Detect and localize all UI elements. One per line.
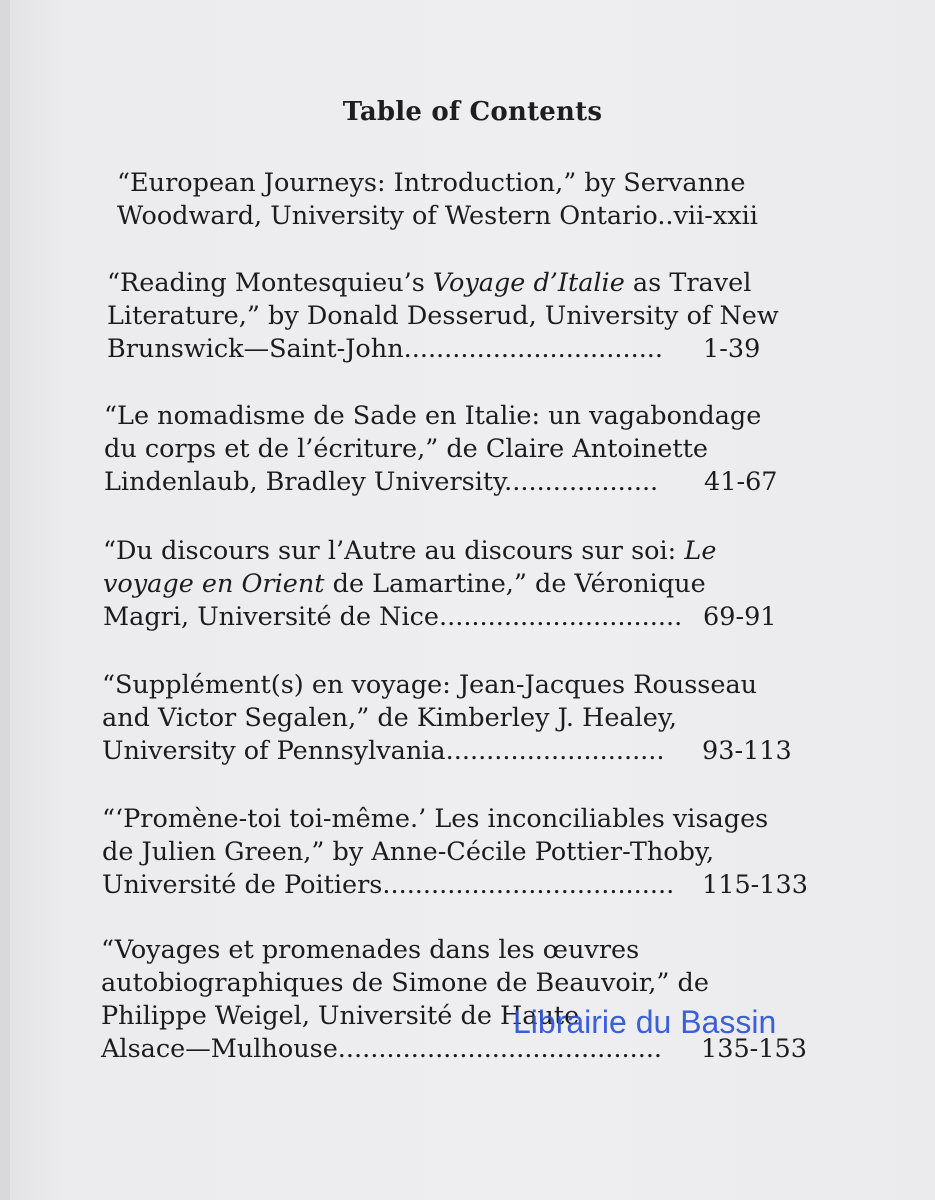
toc-entry-2-line-2: Literature,” by Donald Desserud, University of New: [107, 301, 779, 331]
toc-entry-3: [104, 400, 824, 499]
toc-entry-2-author: Brunswick—Saint-John: [107, 334, 404, 364]
toc-entry-4-line-2: [103, 568, 823, 601]
toc-entry-6-author: Université de Poitiers: [102, 870, 383, 900]
toc-entry-3-line-1: “Le nomadisme de Sade en Italie: un vagabondage: [104, 401, 762, 431]
toc-entry-4-title-end: de Lamartine,” de Véronique: [324, 569, 706, 599]
toc-entry-5-pages: 93-113: [702, 736, 792, 766]
page-title: Table of Contents: [342, 97, 603, 127]
toc-entry-4-author: Magri, Université de Nice: [103, 602, 439, 632]
toc-entry-4-title-italic: Le: [684, 536, 717, 566]
toc-entry-2-title-italic: Voyage d’Italie: [432, 268, 625, 298]
toc-entry-5: [102, 669, 822, 768]
toc-entry-6-leader: ....................................: [382, 870, 675, 900]
toc-entry-1-pages: vii-xxii: [673, 201, 758, 231]
toc-entry-7-pages: 135-153: [701, 1034, 807, 1064]
toc-entry-3-line-2: du corps et de l’écriture,” de Claire Antoinette: [104, 434, 708, 464]
toc-entry-5-leader: ...........................: [445, 736, 665, 766]
toc-entry-2-title-start: “Reading Montesquieu’s: [107, 268, 433, 298]
watermark-text: Librairie du Bassin: [513, 1004, 777, 1040]
toc-entry-7: [101, 934, 821, 1066]
toc-entry-5-line-2: and Victor Segalen,” de Kimberley J. Healey,: [102, 703, 677, 733]
toc-entry-4-pages: 69-91: [703, 602, 777, 632]
toc-entry-6-line-1: “‘Promène-toi toi-même.’ Les inconciliables visages: [102, 804, 769, 834]
toc-entry-2: [107, 267, 827, 366]
toc-entry-1: [117, 167, 837, 233]
toc-entry-4-italic-cont: voyage en Orient: [103, 569, 325, 599]
toc-entry-3-last-line: [104, 466, 824, 499]
toc-entry-2-line-1: [107, 267, 827, 300]
book-page: [10, 0, 935, 1200]
toc-entry-7-line-1: “Voyages et promenades dans les œuvres: [101, 935, 640, 965]
toc-entry-6-last-line: [102, 869, 822, 902]
toc-entry-4-last-line: [103, 601, 823, 634]
toc-entry-2-pages: 1-39: [703, 334, 761, 364]
toc-entry-7-author: Alsace—Mulhouse: [101, 1034, 338, 1064]
toc-entry-5-line-1: “Supplément(s) en voyage: Jean-Jacques Rousseau: [102, 670, 758, 700]
toc-entry-2-last-line: [107, 333, 827, 366]
toc-entry-7-leader: ........................................: [337, 1034, 663, 1064]
toc-entry-7-line-2: autobiographiques de Simone de Beauvoir,” de: [101, 968, 709, 998]
toc-entry-4-leader: ..............................: [439, 602, 683, 632]
toc-entry-6-pages: 115-133: [702, 870, 808, 900]
toc-entry-1-author: Woodward, University of Western Ontario: [117, 201, 658, 231]
toc-entry-6: [102, 803, 822, 902]
toc-entry-1-line-1: “European Journeys: Introduction,” by Servanne: [117, 168, 746, 198]
toc-entry-3-leader: ...................: [504, 467, 659, 497]
toc-entry-3-author: Lindenlaub, Bradley University: [104, 467, 505, 497]
toc-entry-5-last-line: [102, 735, 822, 768]
toc-entry-4: [103, 535, 823, 634]
toc-entry-1-last-line: [117, 200, 837, 233]
toc-entry-6-line-2: de Julien Green,” by Anne-Cécile Pottier-Thoby,: [102, 837, 715, 867]
toc-entry-7-line-3: Philippe Weigel, Université de Haute: [101, 1001, 580, 1031]
toc-entry-3-pages: 41-67: [704, 467, 778, 497]
toc-entry-2-title-end: as Travel: [624, 268, 752, 298]
toc-entry-2-leader: ................................: [403, 334, 664, 364]
toc-entry-1-leader: ..: [657, 201, 674, 231]
toc-entry-4-title-start: “Du discours sur l’Autre au discours sur soi:: [103, 536, 685, 566]
toc-entry-4-line-1: [103, 535, 823, 568]
toc-entry-5-author: University of Pennsylvania: [102, 736, 446, 766]
